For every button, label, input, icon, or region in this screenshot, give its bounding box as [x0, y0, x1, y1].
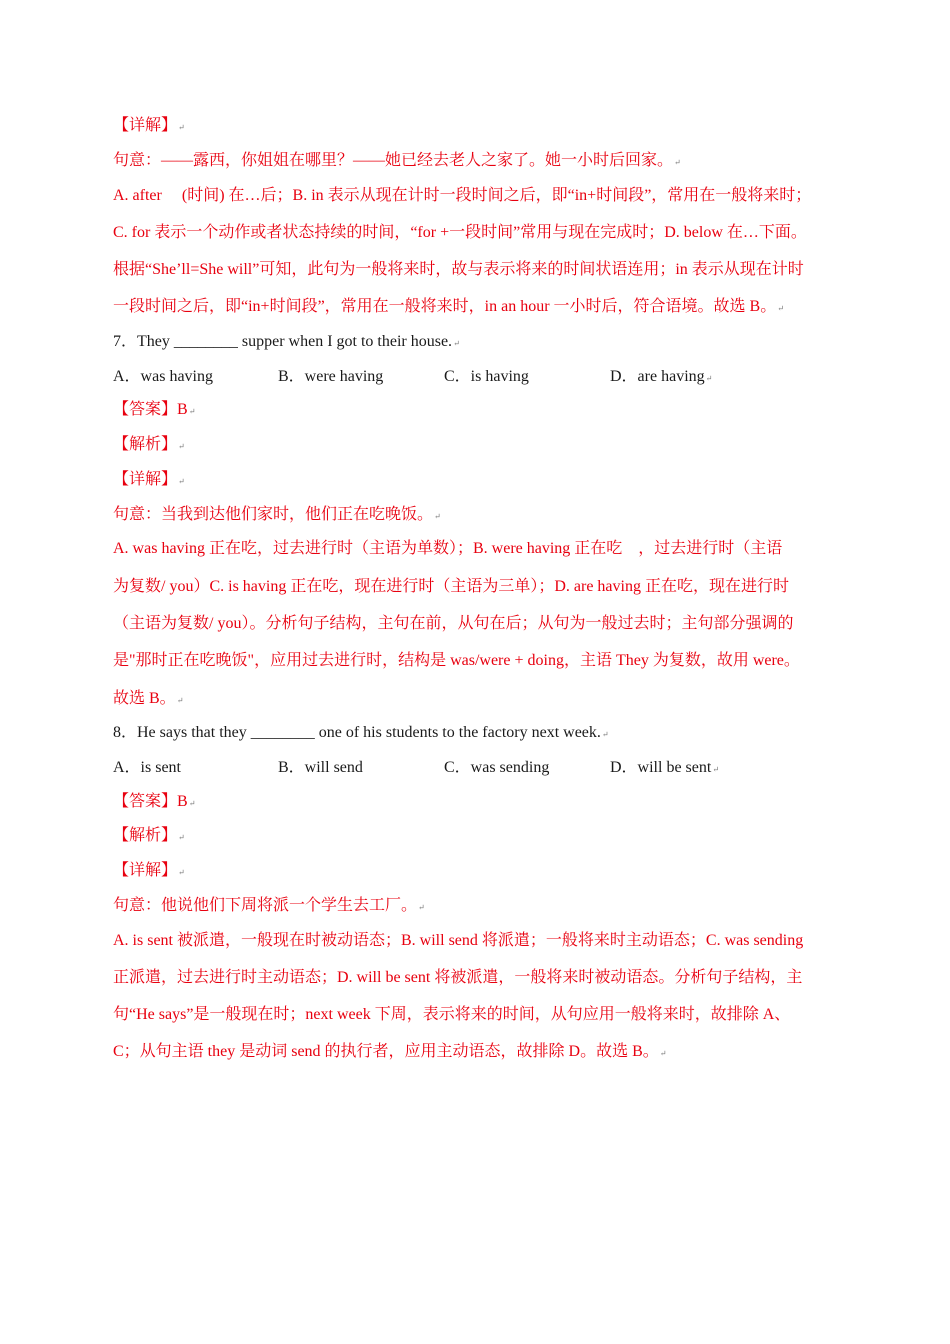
explanation-1-line-2: C. for 表示一个动作或者状态持续的时间，“for +一段时间”常用与现在完成时；D. below 在…下面。	[113, 224, 807, 241]
q8-option-d: D．will be sent↵	[610, 759, 720, 776]
q8-answer: 【答案】B↵	[113, 793, 196, 810]
explanation-1-line-4: 一段时间之后，即“in+时间段”，常用在一般将来时，in an hour 一小时后，符合语境。故选 B。↵	[113, 298, 784, 315]
q8-explanation-line-4: C；从句主语 they 是动词 send 的执行者，应用主动语态，故排除 D。故选 B。↵	[113, 1043, 667, 1060]
q7-explanation-line-3: （主语为复数/ you）。分析句子结构，主句在前，从句在后；从句为一般过去时；主句部分强调的	[113, 615, 794, 632]
q7-explanation-line-4: 是"那时正在吃晚饭"，应用过去进行时，结构是 was/were + doing，主语 They 为复数，故用 were。	[113, 652, 800, 669]
q7-explanation-line-5: 故选 B。↵	[113, 690, 184, 707]
q8-detail-heading: 【详解】↵	[113, 862, 185, 879]
question-7: 7．They ________ supper when I got to their house.↵	[113, 333, 460, 350]
q7-option-c: C．is having	[444, 368, 529, 385]
q7-explanation-line-1: A. was having 正在吃，过去进行时（主语为单数）；B. were having 正在吃 ，过去进行时（主语	[113, 540, 783, 557]
q7-option-d: D．are having↵	[610, 368, 713, 385]
q7-meaning: 句意：当我到达他们家时，他们正在吃晚饭。↵	[113, 506, 441, 523]
q8-option-a: A．is sent	[113, 759, 182, 776]
q8-explanation-line-1: A. is sent 被派遣，一般现在时被动语态；B. will send 将派遣；一般将来时主动语态；C. was sending	[113, 932, 804, 949]
q7-answer: 【答案】B↵	[113, 401, 196, 418]
q7-analysis-heading: 【解析】↵	[113, 436, 185, 453]
detail-heading-1: 【详解】↵	[113, 117, 185, 134]
meaning-1: 句意：——露西，你姐姐在哪里？——她已经去老人之家了。她一小时后回家。↵	[113, 152, 681, 169]
q8-explanation-line-3: 句“He says”是一般现在时；next week 下周，表示将来的时间，从句应用一般将来时，故排除 A、	[113, 1006, 791, 1023]
q7-detail-heading: 【详解】↵	[113, 471, 185, 488]
q8-option-b: B．will send	[278, 759, 363, 776]
q8-analysis-heading: 【解析】↵	[113, 827, 185, 844]
q7-option-a: A．was having	[113, 368, 213, 385]
explanation-1-line-3: 根据“She’ll=She will”可知，此句为一般将来时，故与表示将来的时间状语连用；in 表示从现在计时	[113, 261, 804, 278]
question-8: 8．He says that they ________ one of his students to the factory next week.↵	[113, 724, 609, 741]
q8-option-c: C．was sending	[444, 759, 550, 776]
explanation-1-line-1: A. after (时间) 在…后；B. in 表示从现在计时一段时间之后，即“in+时间段”，常用在一般将来时；	[113, 187, 812, 204]
q8-explanation-line-2: 正派遣，过去进行时主动语态；D. will be sent 将被派遣，一般将来时被动语态。分析句子结构，主	[113, 969, 803, 986]
q7-explanation-line-2: 为复数/ you）C. is having 正在吃，现在进行时（主语为三单）；D. are having 正在吃，现在进行时	[113, 578, 789, 595]
q8-meaning: 句意：他说他们下周将派一个学生去工厂。↵	[113, 897, 425, 914]
q7-option-b: B．were having	[278, 368, 384, 385]
